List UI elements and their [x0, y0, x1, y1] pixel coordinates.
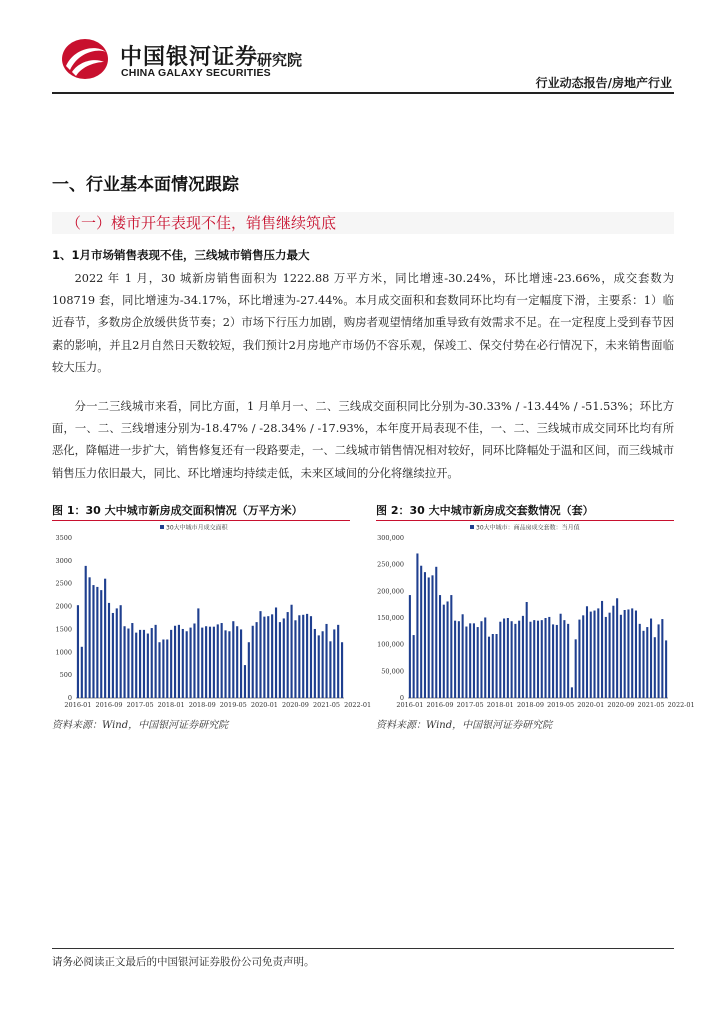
footer-divider [52, 948, 674, 949]
bar [201, 628, 203, 698]
bar [193, 623, 195, 698]
bar [548, 617, 550, 698]
y-tick-label: 50,000 [381, 667, 404, 676]
y-tick-label: 300,000 [377, 534, 404, 542]
y-tick-label: 100,000 [377, 640, 404, 649]
bar [484, 617, 486, 698]
bar [217, 624, 219, 698]
bar [465, 627, 467, 698]
bar [213, 627, 215, 698]
report-type-label: 行业动态报告/房地产行业 [535, 76, 672, 90]
bar [267, 616, 269, 698]
bar [462, 614, 464, 698]
logo-chinese-name: 中国银河证券 [120, 45, 259, 70]
x-tick-label: 2016-01 [64, 701, 92, 709]
bar [306, 614, 308, 698]
bar [275, 607, 277, 698]
bar [556, 625, 558, 698]
bar [139, 630, 141, 698]
bar [197, 608, 199, 698]
x-tick-label: 2020-09 [281, 701, 309, 709]
x-tick-label: 2020-01 [577, 701, 605, 709]
header-divider [52, 92, 674, 94]
bar [435, 567, 437, 698]
bar [279, 622, 281, 698]
bar [190, 628, 192, 698]
bar [244, 665, 246, 698]
figure-1-title: 图 1：30 大中城市新房成交面积情况（万平方米） [52, 502, 350, 521]
bar [639, 624, 641, 698]
bar [127, 629, 129, 698]
x-tick-label: 2019-05 [219, 701, 247, 709]
y-tick-label: 150,000 [377, 614, 404, 622]
bar [205, 626, 207, 698]
bar [256, 622, 258, 698]
bar [240, 629, 242, 698]
bar [302, 615, 304, 698]
bar [499, 622, 501, 698]
bar [439, 595, 441, 698]
bar [170, 630, 172, 698]
bar [545, 618, 547, 698]
x-tick-label: 2022-01 [667, 701, 695, 709]
y-tick-label: 0 [67, 694, 72, 702]
y-tick-label: 250,000 [377, 560, 404, 569]
x-tick-label: 2016-01 [396, 701, 424, 709]
bar [631, 608, 633, 698]
bar [186, 631, 188, 698]
paragraph-1: 2022 年 1 月，30 城新房销售面积为 1222.88 万平方米，同比增速-30.24%，环比增速-23.66%，成交套数为 108719 套，同比增速为-34.17%，环比增速为-27.44%。本月成交面积和套数同环比均有一定幅度下滑，主要系：1）临近春节，多数房企放缓供货节奏；2）市场下行压力加剧，购房者观望情绪加重导致有效需求不足。在一定程度上受到春节因素的影响，并且2月自然日天数较短，我们预计2月房地产市场仍不容乐观，保竣工、保交付势在必行情况下，未来销售面临较大压力。 [52, 272, 674, 374]
bar [567, 624, 569, 698]
bar [593, 611, 595, 698]
bar [511, 621, 513, 698]
y-tick-label: 2500 [55, 579, 72, 588]
footer-disclaimer: 请务必阅读正文最后的中国银河证券股份公司免责声明。 [52, 956, 315, 968]
bar [318, 635, 320, 698]
bar [450, 595, 452, 698]
bar [283, 618, 285, 698]
bar [263, 617, 265, 698]
bar [416, 553, 418, 698]
bar [518, 621, 520, 698]
y-tick-label: 3000 [55, 556, 72, 565]
bar [96, 587, 98, 698]
bar [597, 608, 599, 698]
x-tick-label: 2018-01 [157, 701, 185, 709]
bar [228, 631, 230, 698]
page-header [0, 0, 724, 96]
x-tick-label: 2016-09 [426, 701, 454, 709]
y-tick-label: 2000 [55, 602, 72, 611]
bar [560, 614, 562, 698]
bar [477, 627, 479, 698]
bar [575, 639, 577, 698]
bar [248, 642, 250, 698]
x-tick-label: 2018-01 [486, 701, 514, 709]
bar [135, 633, 137, 698]
bar [552, 624, 554, 698]
bar [325, 624, 327, 698]
logo-english-name: CHINA GALAXY SECURITIES [121, 67, 271, 79]
bar [537, 621, 539, 698]
bar [322, 631, 324, 698]
bar [85, 566, 87, 698]
bar [541, 620, 543, 698]
bar [458, 621, 460, 698]
bar [590, 612, 592, 698]
figure-1-source: 资料来源：Wind，中国银河证券研究院 [52, 720, 229, 731]
bar [310, 616, 312, 698]
figure-2-source: 资料来源：Wind，中国银河证券研究院 [376, 720, 553, 731]
legend-label: 30大中城市月成交面积 [166, 524, 228, 532]
x-tick-label: 2022-01 [344, 701, 372, 709]
y-tick-label: 3500 [55, 534, 72, 542]
bar [252, 626, 254, 698]
bar [526, 602, 528, 698]
bar [151, 628, 153, 698]
bar [100, 590, 102, 698]
bar [236, 626, 238, 698]
y-tick-label: 1500 [55, 625, 72, 634]
bar [469, 623, 471, 698]
section-heading: 一、行业基本面情况跟踪 [52, 175, 239, 195]
bar [658, 624, 660, 698]
bar [646, 627, 648, 698]
bar [155, 625, 157, 698]
bar [424, 572, 426, 698]
bar [77, 605, 79, 698]
bar [582, 615, 584, 698]
y-tick-label: 200,000 [377, 587, 404, 596]
bar [586, 606, 588, 698]
galaxy-logo-icon [60, 36, 110, 82]
bar [514, 624, 516, 698]
bar [131, 623, 133, 698]
bar [147, 634, 149, 698]
y-tick-label: 500 [59, 671, 72, 680]
figure-1-chart [52, 522, 372, 712]
bar [174, 626, 176, 698]
bar [563, 620, 565, 698]
bar [92, 585, 94, 698]
bar [431, 575, 433, 698]
bar [143, 630, 145, 698]
x-tick-label: 2019-05 [547, 701, 575, 709]
x-tick-label: 2018-09 [188, 701, 216, 709]
bar [333, 629, 335, 698]
bar [108, 603, 110, 698]
x-tick-label: 2017-05 [456, 701, 484, 709]
x-tick-label: 2021-05 [313, 701, 341, 709]
bar [522, 616, 524, 698]
bar [209, 627, 211, 698]
bar [480, 621, 482, 698]
bar [571, 687, 573, 698]
bar [473, 623, 475, 698]
bar [271, 614, 273, 698]
bar [428, 577, 430, 698]
legend-swatch [160, 525, 164, 529]
x-tick-label: 2018-09 [516, 701, 544, 709]
y-tick-label: 0 [399, 694, 404, 702]
bar [601, 601, 603, 698]
bar [81, 647, 83, 698]
legend-swatch [470, 525, 474, 529]
bar [259, 611, 261, 698]
x-tick-label: 2020-09 [607, 701, 635, 709]
bar [287, 612, 289, 698]
bar [182, 629, 184, 698]
subsection-heading: （一）楼市开年表现不佳，销售继续筑底 [52, 212, 674, 234]
bar [337, 625, 339, 698]
bar [650, 619, 652, 698]
bar [443, 605, 445, 698]
bar [298, 615, 300, 698]
bar [635, 611, 637, 698]
bar [454, 621, 456, 698]
bar [447, 601, 449, 698]
bar [654, 637, 656, 698]
bar [89, 577, 91, 698]
topic-heading: 1、1月市场销售表现不佳，三线城市销售压力最大 [52, 248, 310, 262]
paragraph-2: 分一二三线城市来看，同比方面，1 月单月一、二、三线成交面积同比分别为-30.33% / -13.44% / -51.53%；环比方面，一、二、三线增速分别为-18.47% / -28.34% / -17.93%，本年度开局表现不佳，一、二、三线城市成交同环比均有所恶化，降幅进一步扩大，销售修复还有一段路要走，一、二线城市销售情况相对较好，同环比降幅处于温和区间，而三线城市销售压力依旧最大，同比、环比增速均持续走低，未来区域间的分化将继续拉开。 [52, 400, 674, 480]
bar [178, 625, 180, 698]
bar [116, 608, 118, 698]
bar [661, 619, 663, 698]
bar [409, 595, 411, 698]
bar [642, 631, 644, 698]
bar [605, 617, 607, 698]
bar [488, 637, 490, 698]
bar [329, 641, 331, 698]
bar [314, 629, 316, 698]
bar [341, 642, 343, 698]
bar [413, 635, 415, 698]
bar [158, 642, 160, 698]
bar [112, 613, 114, 698]
y-tick-label: 1000 [55, 648, 72, 657]
logo-institute-name: 研究院 [257, 51, 303, 69]
bar [290, 605, 292, 698]
bar [221, 623, 223, 698]
bar [627, 609, 629, 698]
bar [162, 639, 164, 698]
bar [529, 622, 531, 698]
bar [578, 620, 580, 698]
bar [616, 598, 618, 698]
bar [503, 619, 505, 698]
bar [609, 613, 611, 698]
legend-label: 30大中城市：商品房成交套数：当月值 [476, 524, 580, 532]
bar [166, 639, 168, 698]
bar [420, 566, 422, 698]
x-tick-label: 2020-01 [250, 701, 278, 709]
bar [294, 620, 296, 698]
bar [120, 605, 122, 698]
bar [612, 606, 614, 698]
bar [232, 621, 234, 698]
bar [123, 626, 125, 698]
x-tick-label: 2017-05 [126, 701, 154, 709]
x-tick-label: 2016-09 [95, 701, 123, 709]
bar [496, 634, 498, 698]
bar [624, 610, 626, 698]
bar [507, 618, 509, 698]
bar [665, 640, 667, 698]
bar [533, 620, 535, 698]
bar [224, 630, 226, 698]
bar [620, 615, 622, 698]
figure-2-title: 图 2：30 大中城市新房成交套数情况（套） [376, 502, 674, 521]
bar [104, 579, 106, 698]
bar [492, 634, 494, 698]
x-tick-label: 2021-05 [637, 701, 665, 709]
figure-2-chart [376, 522, 695, 712]
